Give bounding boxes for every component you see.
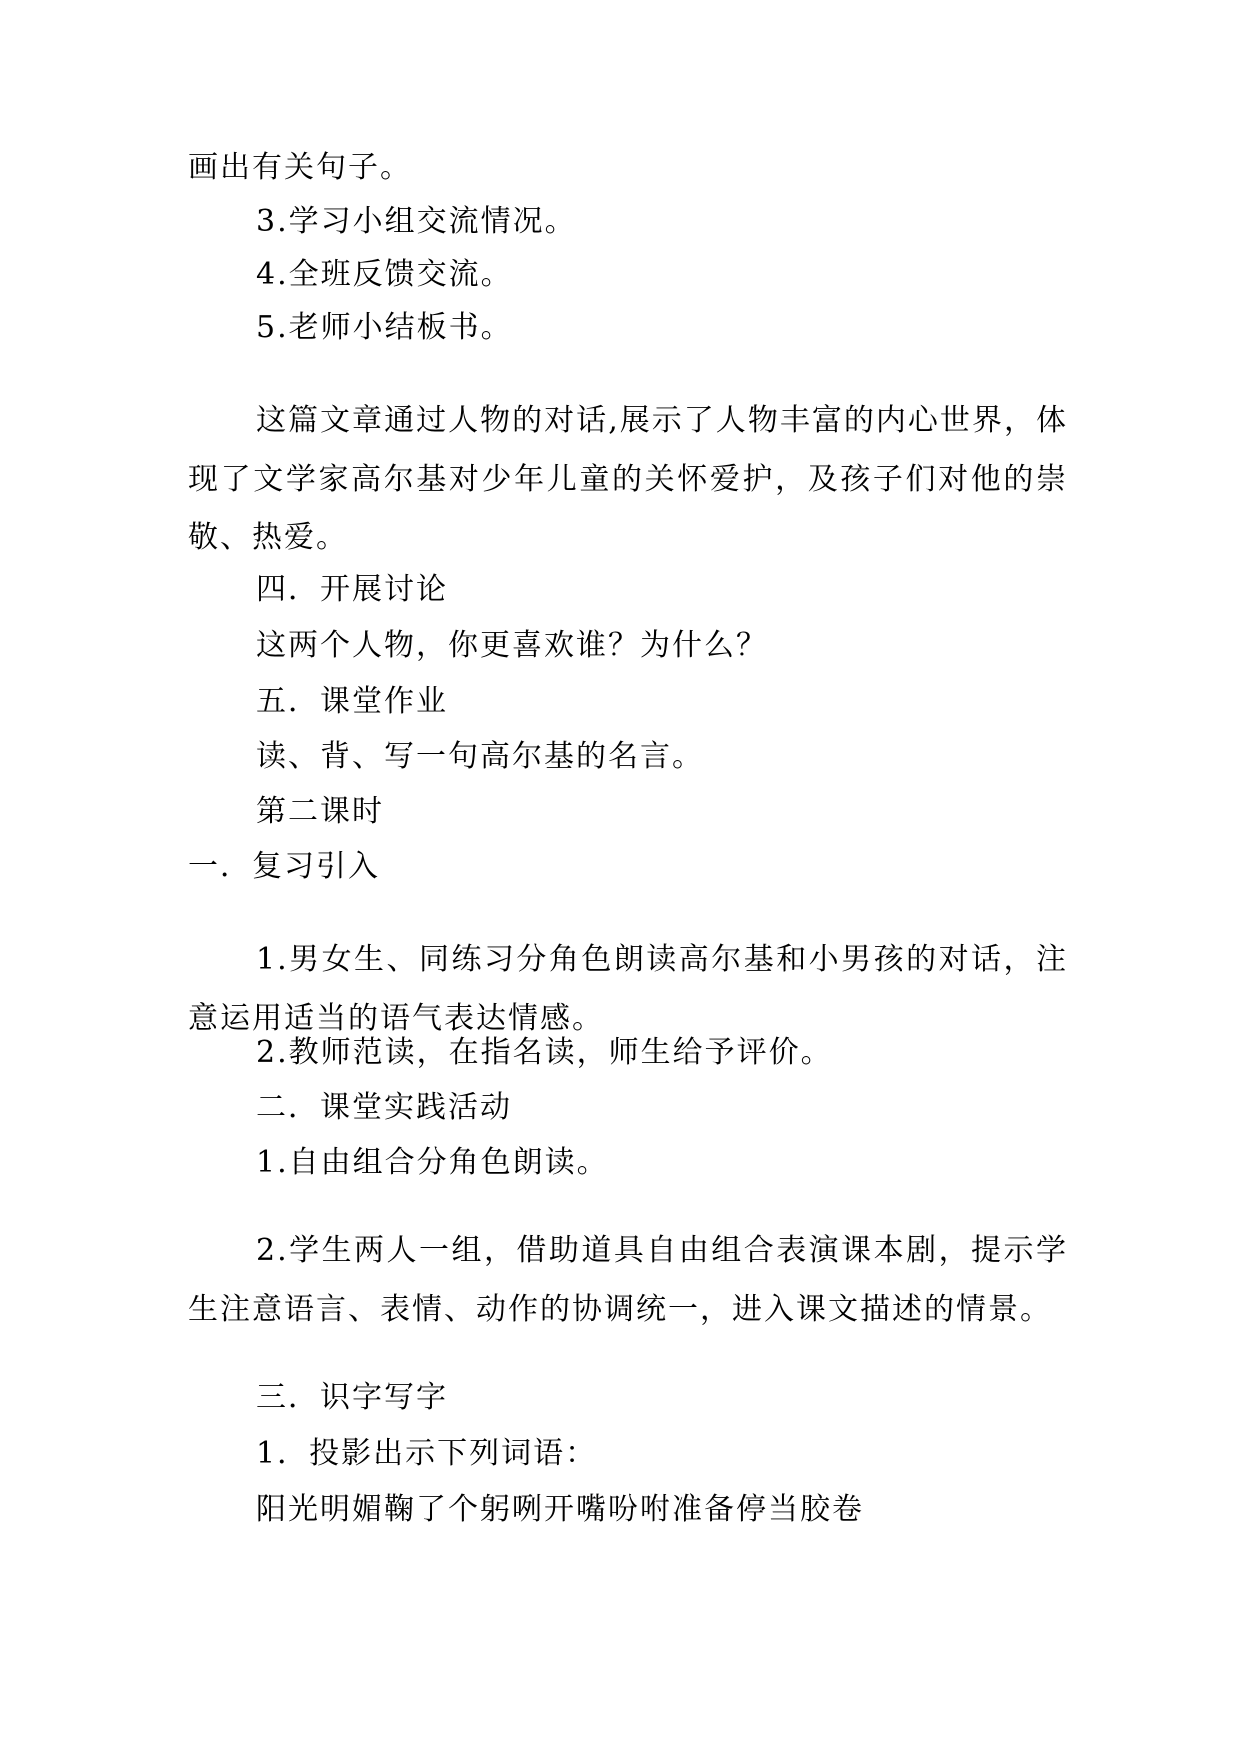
review-step-1: 1.男女生、同练习分角色朗读高尔基和小男孩的对话，注意运用适当的语气表达情感。 bbox=[188, 942, 1068, 1036]
summary-paragraph: 这篇文章通过人物的对话,展示了人物丰富的内心世界，体现了文学家高尔基对少年儿童的关怀爱护，及孩子们对他的崇敬、热爱。 bbox=[188, 403, 1068, 555]
word-list: 阳光明媚鞠了个躬咧开嘴吩咐准备停当胶卷 bbox=[256, 1492, 864, 1527]
activity-step-1: 1.自由组合分角色朗读。 bbox=[256, 1145, 609, 1180]
literacy-step-1: 1．投影出示下列词语： bbox=[256, 1436, 598, 1471]
section-heading-5: 五．课堂作业 bbox=[256, 684, 448, 719]
step-4: 4.全班反馈交流。 bbox=[256, 257, 513, 292]
text-line: 画出有关句子。 bbox=[188, 150, 412, 185]
section-heading-3: 三．识字写字 bbox=[256, 1380, 448, 1415]
step-3: 3.学习小组交流情况。 bbox=[256, 204, 577, 239]
section-heading-2: 二．课堂实践活动 bbox=[256, 1090, 512, 1125]
discussion-question: 这两个人物，你更喜欢谁？为什么？ bbox=[256, 628, 768, 663]
homework-text: 读、背、写一句高尔基的名言。 bbox=[256, 739, 704, 774]
activity-step-2: 2.学生两人一组，借助道具自由组合表演课本剧，提示学生注意语言、表情、动作的协调统一，进入课文描述的情景。 bbox=[188, 1233, 1068, 1327]
step-5: 5.老师小结板书。 bbox=[256, 310, 513, 345]
lesson-heading: 第二课时 bbox=[256, 794, 384, 829]
section-heading-4: 四．开展讨论 bbox=[256, 572, 448, 607]
review-step-2: 2.教师范读，在指名读，师生给予评价。 bbox=[256, 1035, 833, 1070]
section-heading-1: 一．复习引入 bbox=[188, 849, 380, 884]
